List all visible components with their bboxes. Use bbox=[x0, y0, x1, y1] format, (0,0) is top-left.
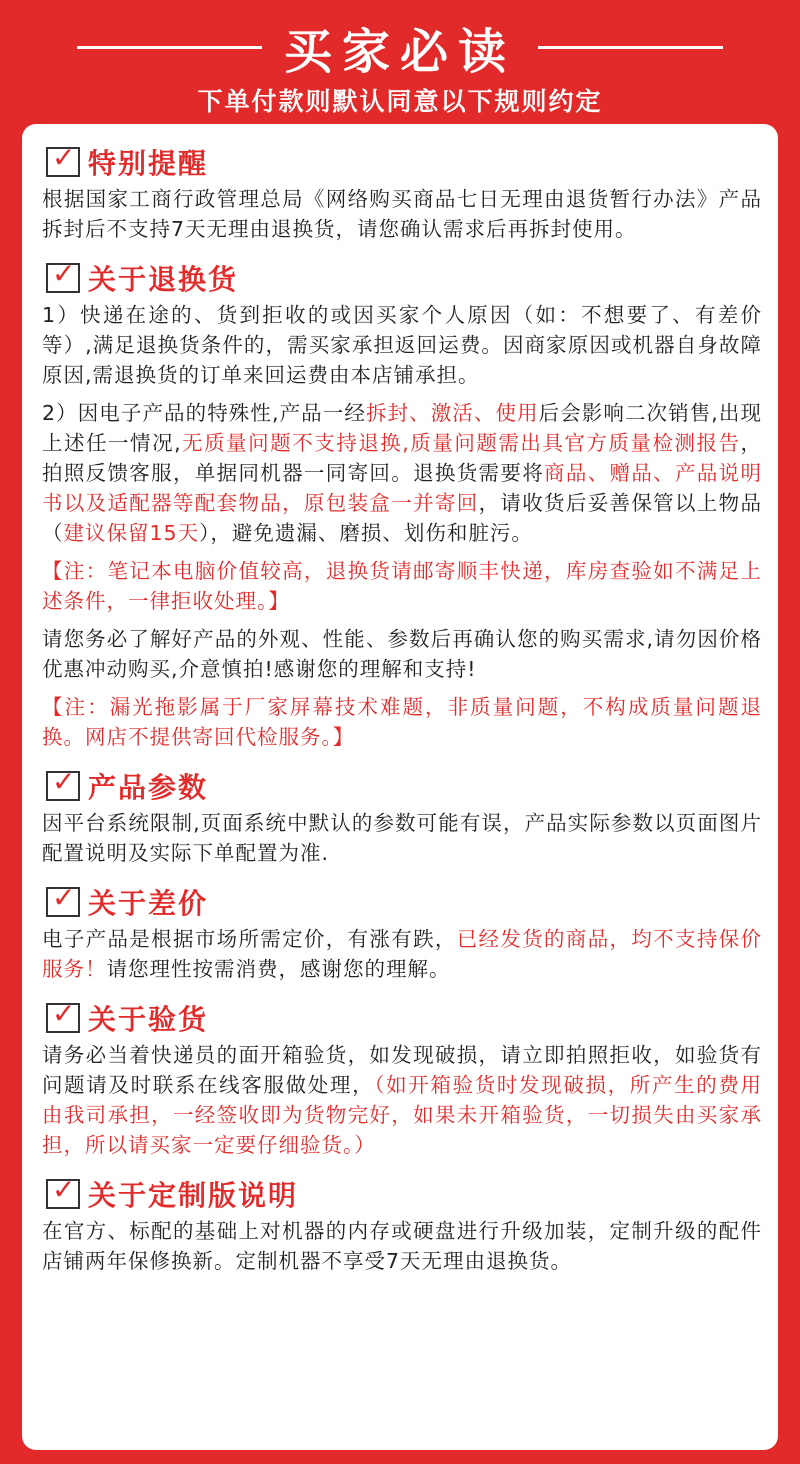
checkbox-check-icon: ✓ bbox=[46, 1003, 80, 1033]
section-title: 关于差价 bbox=[88, 887, 209, 920]
page-title: 买家必读 bbox=[283, 23, 516, 80]
notice-section bbox=[42, 140, 762, 244]
title-divider-right bbox=[538, 46, 723, 49]
section-heading bbox=[42, 880, 762, 924]
highlight-text: 无质量问题不支持退换,质量问题需出具官方质量检测报告 bbox=[181, 431, 741, 455]
highlight-text: 商品、赠品、产品说明书以及适配器等配套物品，原包装盒一并寄回 bbox=[42, 461, 762, 515]
checkbox-check-icon: ✓ bbox=[46, 771, 80, 801]
notice-section bbox=[42, 764, 762, 868]
section-title: 特别提醒 bbox=[88, 147, 209, 180]
checkbox-check-icon: ✓ bbox=[46, 1179, 80, 1209]
highlight-text: 拆封、激活、使用 bbox=[365, 401, 539, 425]
highlight-text: 【注：笔记本电脑价值较高，退换货请邮寄顺丰快递，库房查验如不满足上述条件，一律拒收处理。】 bbox=[42, 559, 762, 613]
section-paragraph bbox=[42, 556, 762, 616]
notice-section bbox=[42, 880, 762, 984]
body-text: ），避免遗漏、磨损、划伤和脏污。 bbox=[199, 521, 533, 545]
body-text: ，请收货后妥善保管以上物品（ bbox=[42, 491, 762, 545]
section-paragraph bbox=[42, 692, 762, 752]
notice-section bbox=[42, 256, 762, 752]
highlight-text: 建议保留15天 bbox=[63, 521, 200, 545]
title-divider-left bbox=[77, 46, 262, 49]
notice-section bbox=[42, 1172, 762, 1276]
section-heading bbox=[42, 764, 762, 808]
body-text: 请务必当着快递员的面开箱验货，如发现破损，请立即拍照拒收，如验货有问题请及时联系在线客服做处理， bbox=[42, 1043, 762, 1097]
body-text: 电子产品是根据市场所需定价，有涨有跌， bbox=[42, 927, 457, 951]
section-heading bbox=[42, 140, 762, 184]
body-text: 在官方、标配的基础上对机器的内存或硬盘进行升级加装，定制升级的配件店铺两年保修换新。定制机器不享受7天无理由退换货。 bbox=[42, 1219, 762, 1273]
notice-content bbox=[42, 140, 762, 1288]
notice-section bbox=[42, 996, 762, 1160]
highlight-text: 已经发货的商品，均不支持保价服务！ bbox=[42, 927, 762, 981]
body-text: 请您务必了解好产品的外观、性能、参数后再确认您的购买需求,请勿因价格优惠冲动购买,介意慎拍!感谢您的理解和支持! bbox=[42, 627, 762, 681]
section-paragraph bbox=[42, 1216, 762, 1276]
section-title: 关于定制版说明 bbox=[88, 1179, 299, 1212]
highlight-text: （如开箱验货时发现破损，所产生的费用由我司承担，一经签收即为货物完好，如果未开箱验货，一切损失由买家承担，所以请买家一定要仔细验货。） bbox=[42, 1073, 763, 1157]
notice-card bbox=[22, 124, 778, 1450]
body-text: 根据国家工商行政管理总局《网络购买商品七日无理由退货暂行办法》产品拆封后不支持7天无理由退换货，请您确认需求后再拆封使用。 bbox=[42, 187, 762, 241]
section-paragraph bbox=[42, 184, 762, 244]
checkbox-check-icon: ✓ bbox=[46, 147, 80, 177]
body-text: 后会影响二次销售,出现上述任一情况, bbox=[42, 401, 762, 455]
section-paragraph bbox=[42, 398, 762, 548]
section-heading bbox=[42, 256, 762, 300]
section-title: 关于验货 bbox=[88, 1003, 209, 1036]
page-subtitle: 下单付款则默认同意以下规则约定 bbox=[197, 87, 603, 116]
checkbox-check-icon: ✓ bbox=[46, 887, 80, 917]
body-text: 2）因电子产品的特殊性,产品一经 bbox=[42, 401, 366, 425]
highlight-text: 【注：漏光拖影属于厂家屏幕技术难题，非质量问题，不构成质量问题退换。网店不提供寄回代检服务。】 bbox=[42, 695, 762, 749]
header bbox=[0, 0, 800, 122]
checkbox-check-icon: ✓ bbox=[46, 263, 80, 293]
section-heading bbox=[42, 996, 762, 1040]
section-paragraph bbox=[42, 1040, 762, 1160]
body-text: 因平台系统限制,页面系统中默认的参数可能有误，产品实际参数以页面图片配置说明及实际下单配置为准. bbox=[42, 811, 762, 865]
section-paragraph bbox=[42, 924, 762, 984]
section-heading bbox=[42, 1172, 762, 1216]
section-paragraph bbox=[42, 624, 762, 684]
body-text: 请您理性按需消费，感谢您的理解。 bbox=[106, 957, 451, 981]
section-paragraph bbox=[42, 808, 762, 868]
section-title: 关于退换货 bbox=[88, 263, 239, 296]
body-text: 1）快递在途的、货到拒收的或因买家个人原因（如：不想要了、有差价等）,满足退换货条件的，需买家承担返回运费。因商家原因或机器自身故障原因,需退换货的订单来回运费由本店铺承担。 bbox=[42, 303, 762, 387]
section-paragraph bbox=[42, 300, 762, 390]
section-title: 产品参数 bbox=[88, 771, 209, 804]
title-row bbox=[0, 12, 800, 82]
body-text: ，拍照反馈客服，单据同机器一同寄回。退换货需要将 bbox=[42, 431, 762, 485]
